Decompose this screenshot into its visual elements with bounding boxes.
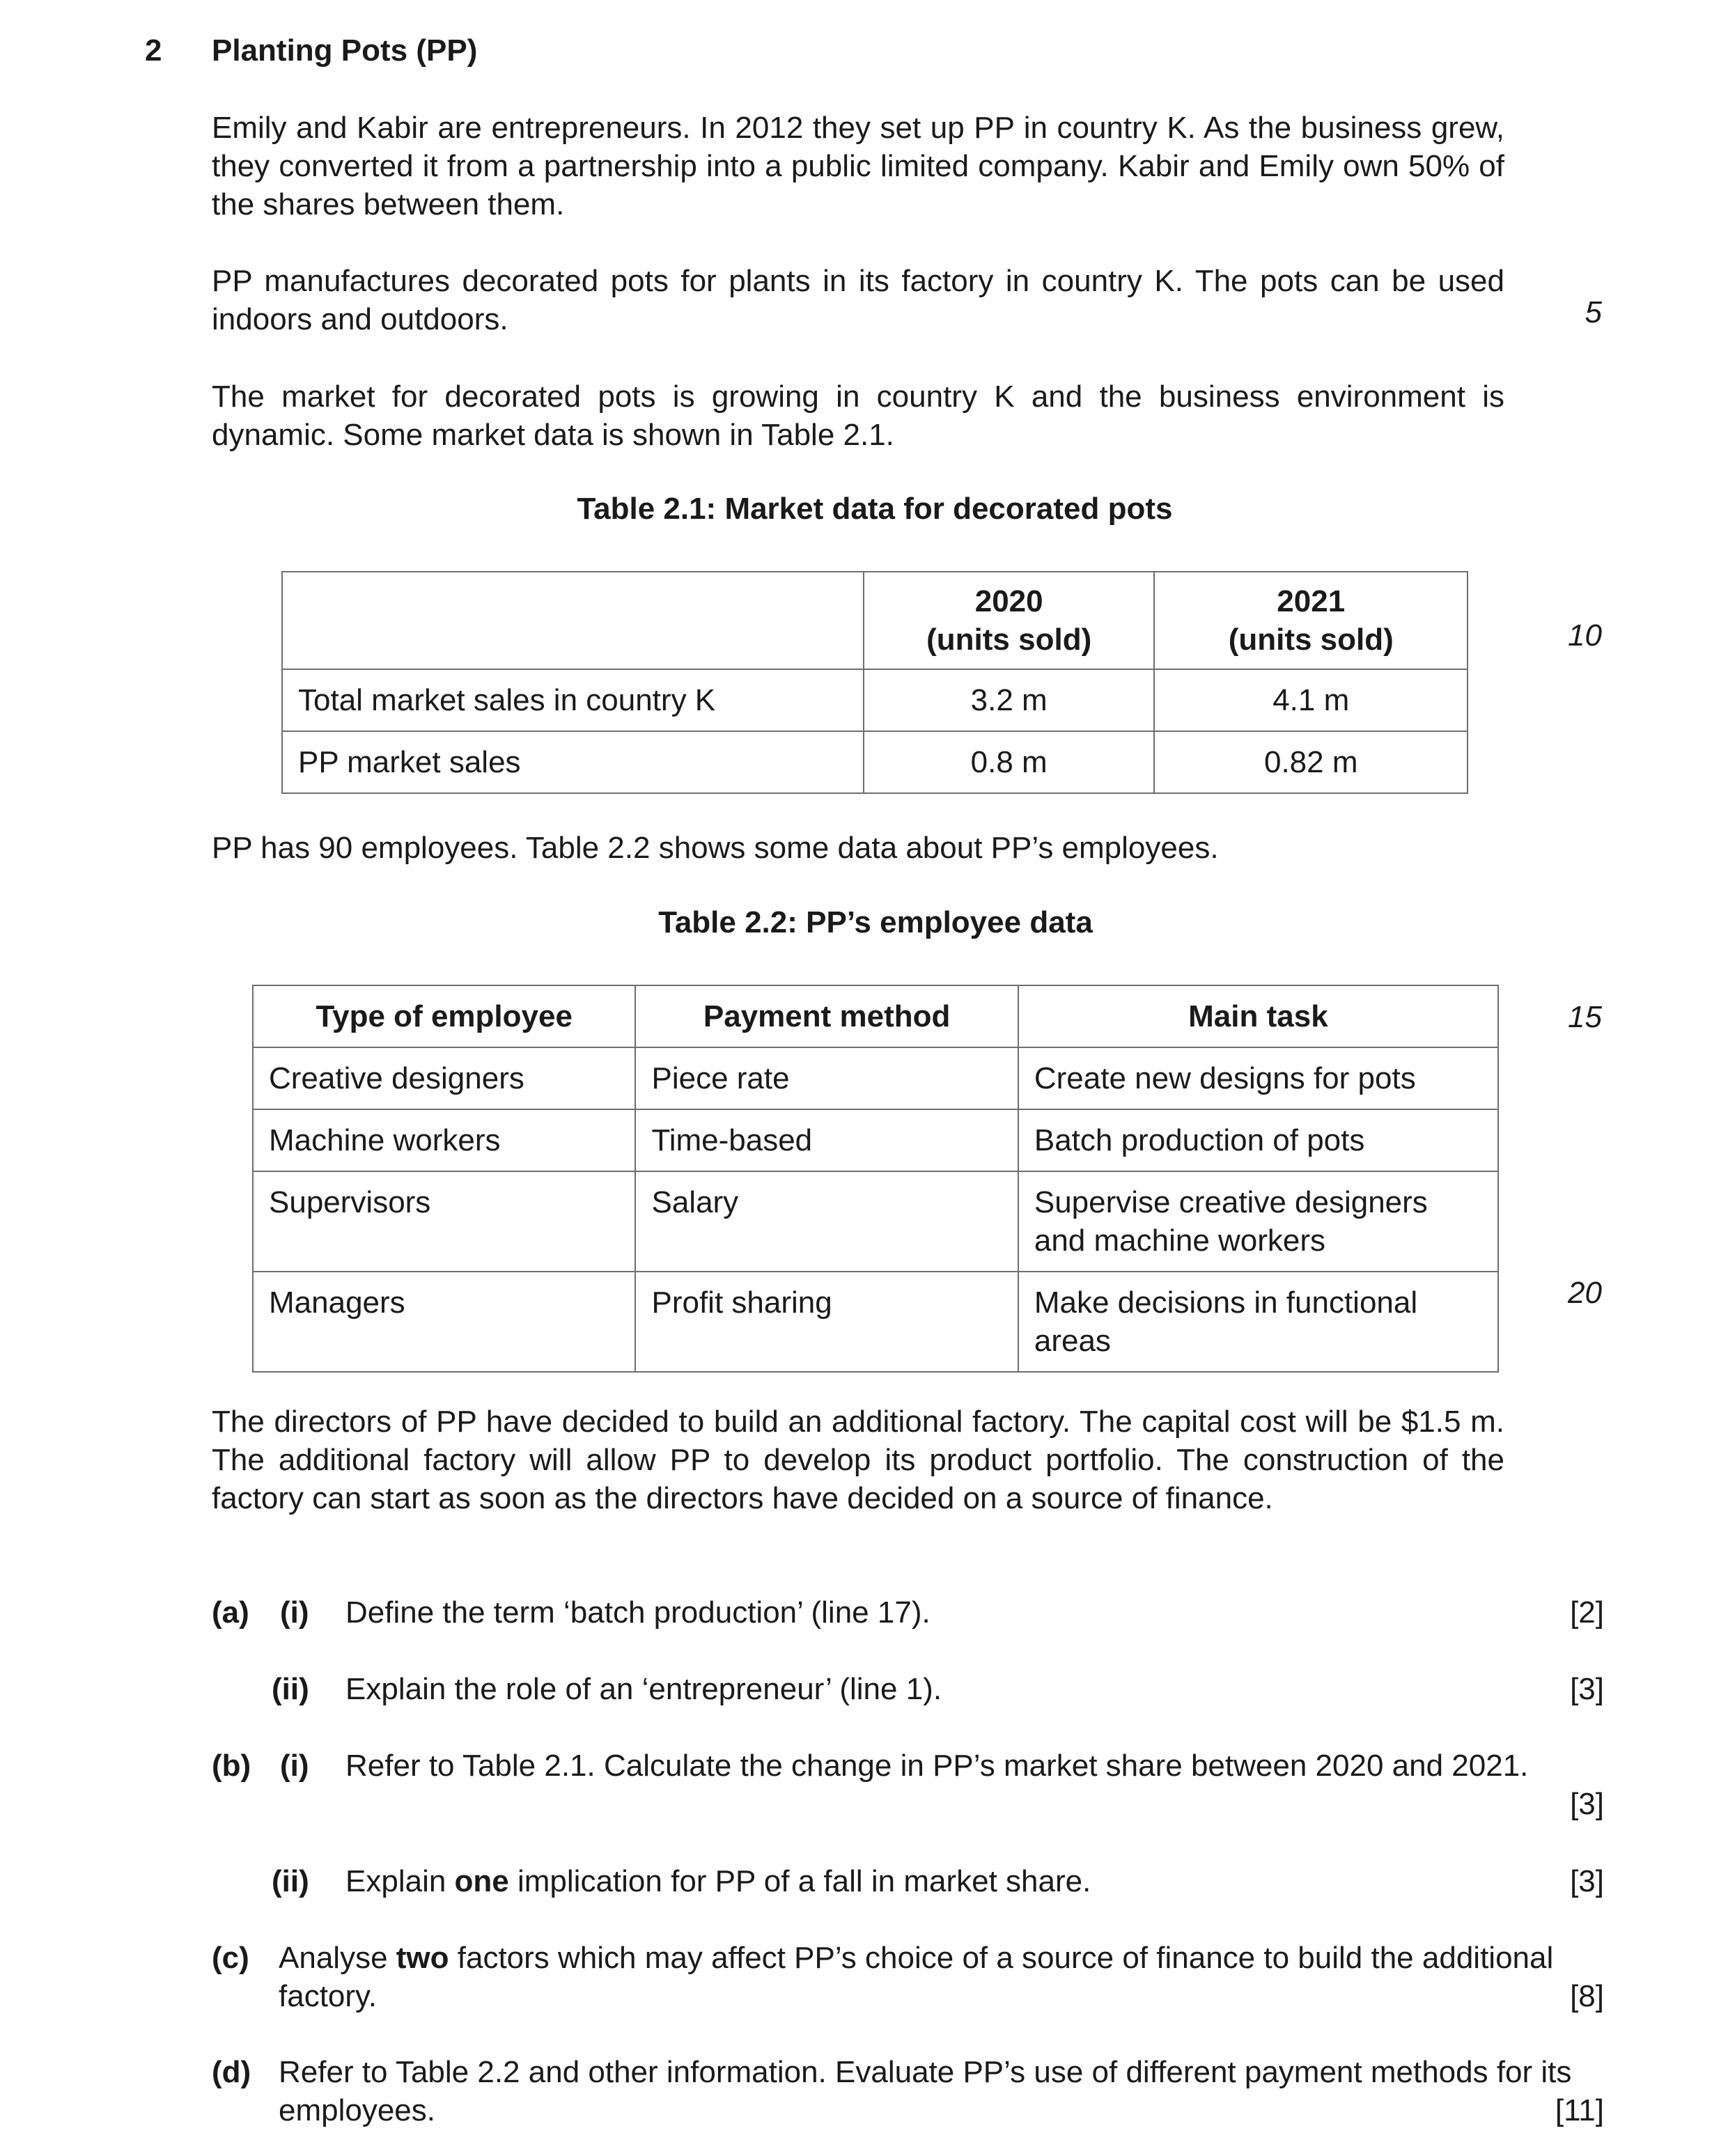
header-year-2020: 2020 <box>974 584 1043 618</box>
table-cell: PP market sales <box>282 731 864 793</box>
question-b-i-text: Refer to Table 2.1. Calculate the change in PP’s market share between 2020 and 2021. <box>345 1749 1529 1783</box>
table-cell: 4.1 m <box>1154 669 1468 731</box>
table-cell: Creative designers <box>253 1047 635 1109</box>
question-b-ii-marks: [3] <box>1570 1864 1604 1898</box>
table-header-cell <box>864 572 1155 669</box>
question-b-ii-text <box>345 1862 1091 1900</box>
question-b-label: (b) <box>212 1749 251 1783</box>
line-number-10: 10 <box>1568 618 1602 653</box>
question-d-text: Refer to Table 2.2 and other information. Evaluate PP’s use of different payment methods for its employees. <box>279 2055 1572 2127</box>
table1-caption: Table 2.1: Market data for decorated pots <box>577 492 1173 526</box>
line-number-5: 5 <box>1585 295 1602 329</box>
question-a-i-text: Define the term ‘batch production’ (line 17). <box>345 1595 931 1630</box>
header-units-sold: (units sold) <box>1228 623 1394 657</box>
paragraph-products: PP manufactures decorated pots for plants in its factory in country K. The pots can be used indoors and outdoors. <box>212 264 1504 336</box>
header-year-2021: 2021 <box>1277 584 1346 618</box>
table-row <box>253 1109 1498 1171</box>
question-b-ii-text-start: Explain <box>345 1864 455 1898</box>
table-cell: 3.2 m <box>864 669 1155 731</box>
table-header-cell: Type of employee <box>253 985 635 1047</box>
table-cell: Managers <box>253 1272 635 1372</box>
question-b-ii-text-end: implication for PP of a fall in market share. <box>508 1864 1091 1898</box>
question-a-ii-label: (ii) <box>272 1672 309 1706</box>
line-number-20: 20 <box>1568 1276 1602 1310</box>
table-header-row <box>282 572 1468 669</box>
table-cell: Salary <box>635 1171 1018 1272</box>
emphasis-one: one <box>454 1864 509 1898</box>
table-header-cell <box>282 572 864 669</box>
emphasis-two: two <box>396 1941 449 1975</box>
question-b-i-marks: [3] <box>1570 1787 1604 1821</box>
paragraph-market: The market for decorated pots is growing in country K and the business environment is dynamic. Some market data is shown in Table 2.1. <box>212 380 1504 452</box>
table-header-cell <box>1154 572 1468 669</box>
table-cell: 0.8 m <box>864 731 1155 793</box>
table-cell: 0.82 m <box>1154 731 1468 793</box>
case-title: Planting Pots (PP) <box>212 33 478 68</box>
paragraph-employees: PP has 90 employees. Table 2.2 shows some data about PP’s employees. <box>212 831 1219 865</box>
question-number: 2 <box>145 33 162 68</box>
paragraph-intro: Emily and Kabir are entrepreneurs. In 2012 they set up PP in country K. As the business grew, they converted it from a partnership into a public limited company. Kabir and Emily own 50% of the shares between them. <box>212 111 1504 221</box>
table-row <box>253 1171 1498 1272</box>
table-cell: Machine workers <box>253 1109 635 1171</box>
table-row <box>253 1047 1498 1109</box>
table-cell: Piece rate <box>635 1047 1018 1109</box>
question-d-label: (d) <box>212 2055 251 2089</box>
question-a-i-marks: [2] <box>1570 1595 1604 1630</box>
table-cell: Batch production of pots <box>1018 1109 1498 1171</box>
table-cell: Supervisors <box>253 1171 635 1272</box>
question-c-text <box>279 1939 1605 2015</box>
question-b-ii-label: (ii) <box>272 1864 309 1898</box>
table-cell: Make decisions in functional areas <box>1018 1272 1498 1372</box>
question-c-label: (c) <box>212 1941 249 1975</box>
table-row <box>282 731 1468 793</box>
question-a-i-label: (i) <box>280 1595 309 1630</box>
table-cell: Time-based <box>635 1109 1018 1171</box>
table-cell: Create new designs for pots <box>1018 1047 1498 1109</box>
employee-data-table <box>252 985 1499 1373</box>
table-row <box>253 1272 1498 1372</box>
table-cell: Supervise creative designers and machine workers <box>1018 1171 1498 1272</box>
question-a-label: (a) <box>212 1595 249 1630</box>
table-header-cell: Payment method <box>635 985 1018 1047</box>
header-units-sold: (units sold) <box>926 623 1092 657</box>
table-header-row <box>253 985 1498 1047</box>
question-c-text-start: Analyse <box>279 1941 396 1975</box>
question-c-marks: [8] <box>1570 1979 1604 2013</box>
table2-caption: Table 2.2: PP’s employee data <box>658 905 1093 939</box>
question-d-marks: [11] <box>1555 2093 1604 2127</box>
question-a-ii-marks: [3] <box>1570 1672 1604 1706</box>
question-a-ii-text: Explain the role of an ‘entrepreneur’ (line 1). <box>345 1672 942 1706</box>
table-header-cell: Main task <box>1018 985 1498 1047</box>
line-number-15: 15 <box>1568 1000 1602 1034</box>
market-data-table <box>281 571 1468 794</box>
table-cell: Total market sales in country K <box>282 669 864 731</box>
table-row <box>282 669 1468 731</box>
paragraph-factory: The directors of PP have decided to build an additional factory. The capital cost will be $1.5 m. The additional factory will allow PP to develop its product portfolio. The construction of the factory can start as soon as the directors have decided on a source of finance. <box>212 1405 1504 1515</box>
question-c-text-end: factors which may affect PP’s choice of a source of finance to build the additional factory. <box>279 1941 1554 2013</box>
table-cell: Profit sharing <box>635 1272 1018 1372</box>
question-b-i-label: (i) <box>280 1749 309 1783</box>
